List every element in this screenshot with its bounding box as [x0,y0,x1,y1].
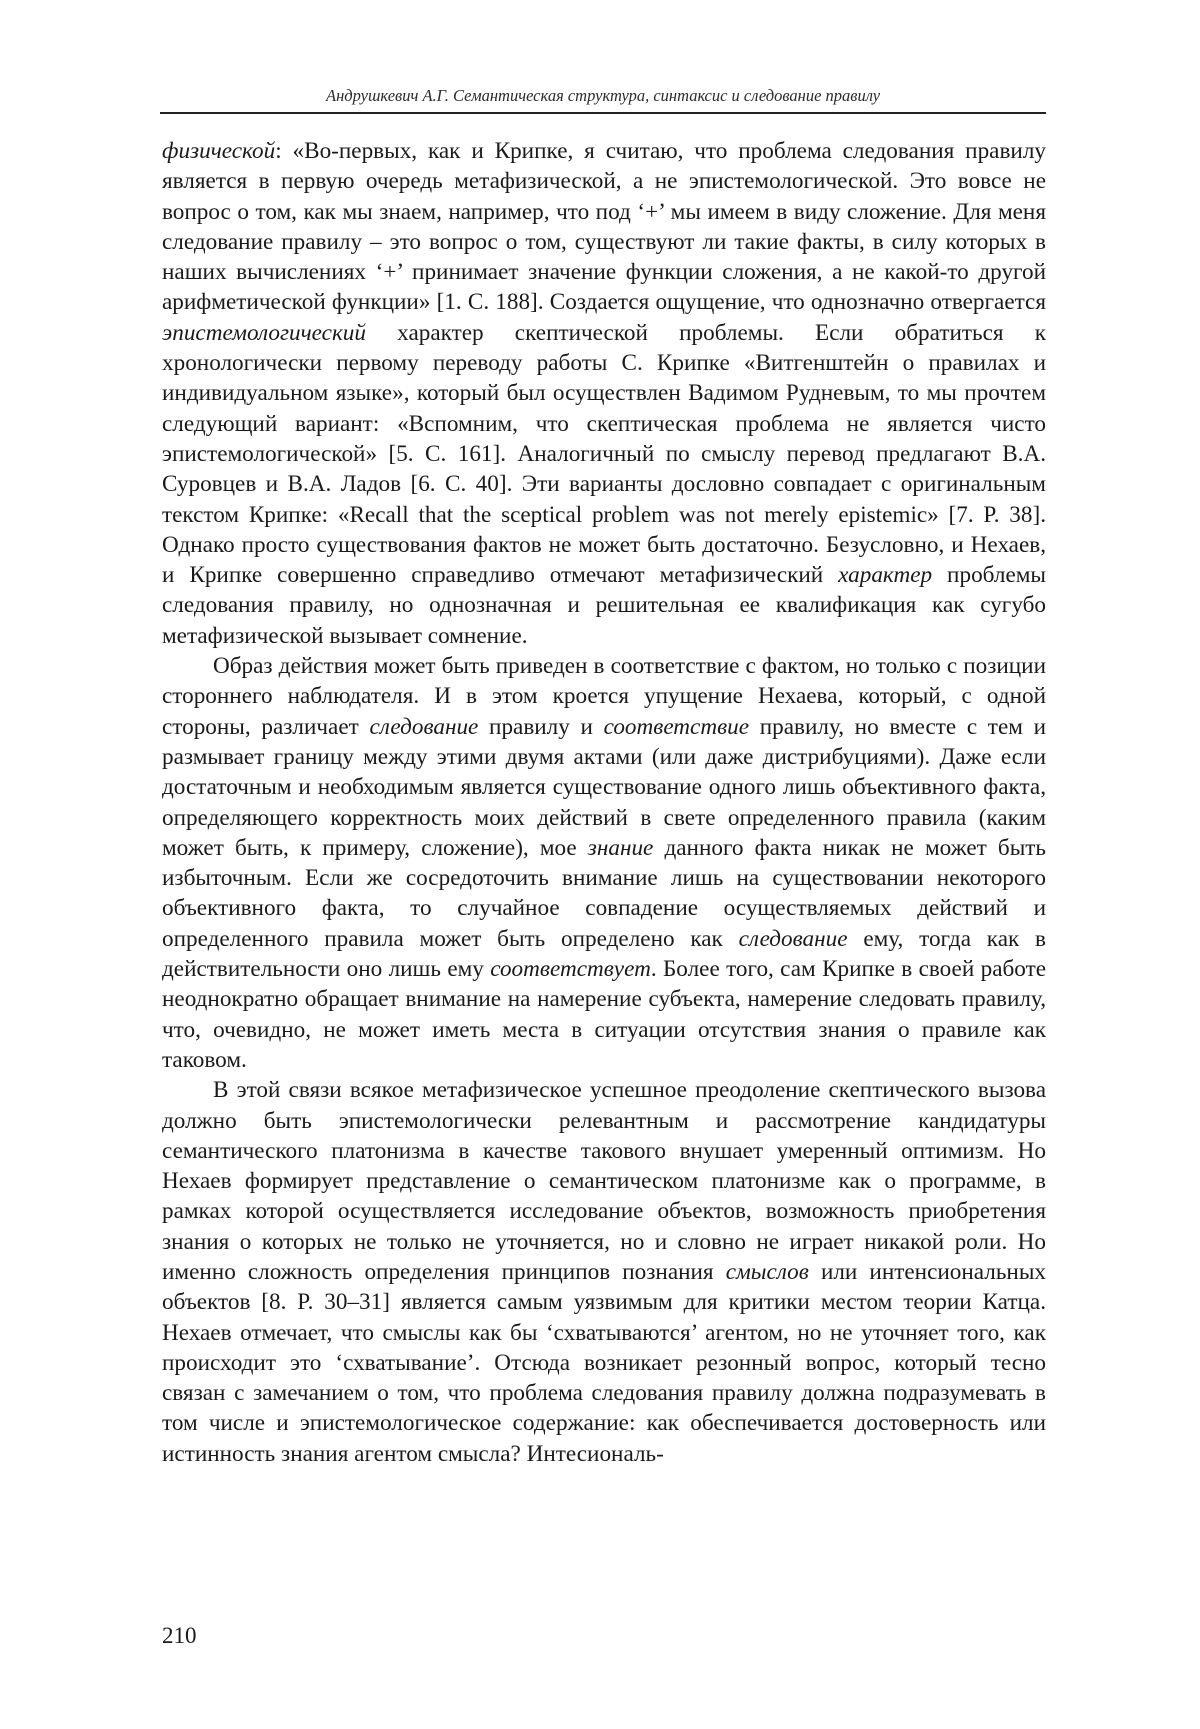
text-segment: : «Во-первых, как и Крипке, я считаю, что проблема следования правилу является в первую очередь метафизической, а не эпистемологической. Это вовсе не вопрос о том, как мы знаем, например, что под ‘+’ мы имеем в виду сложение. Для меня следование правилу – это вопрос о том, существуют ли такие факты, в силу которых в наших вычислениях ‘+’ принимает значение функции сложения, а не какой-то другой арифметической функции» [1. С. 188]. Создается ощущение, что однозначно отвергается [162,138,1046,316]
page-number: 210 [162,1623,197,1648]
text-segment: соответствует [490,956,651,983]
paragraph-2 [162,651,1046,1075]
running-header: Андрушкевич А.Г. Семантическая структура, синтаксис и следование правилу [325,86,881,105]
text-segment: . Более того, сам Крипке в своей работе неоднократно обращает внимание на намерение субъекта, намерение следовать правилу, что, очевидно, не может иметь места в ситуации отсутствия знания о правиле как таковом. [162,956,1046,1073]
text-segment: В этой связи всякое метафизическое успешное преодоление скептического вызова должно быть эпистемологически релевантным и рассмотрение кандидатуры семантического платонизма в качестве такового внушает умеренный оптимизм. Но Нехаев формирует представление о семантическом платонизме как о программе, в рамках которой осуществляется исследование объектов, возможность приобретения знания о которых не только не уточняется, но и словно не играет никакой роли. Но именно сложность определения принципов познания [162,1077,1046,1285]
text-segment: соответствие [603,713,750,740]
text-segment: правилу, но вместе с тем и размывает границу между этими двумя актами (или даже дистрибуциями). Даже если достаточным и необходимым является существование одного лишь объективного факта, определяющего корректность моих действий в свете определенного правила (каким может быть, к примеру, сложение), мое [162,713,1046,861]
text-segment: Образ действия может быть приведен в соответствие с фактом, но только с позиции стороннего наблюдателя. И в этом кроется упущение Нехаева, который, с одной стороны, различает [162,653,1046,740]
text-segment: физической [162,138,276,164]
text-segment: или интенсиональных объектов [8. P. 30–31] является самым уязвимым для критики местом теории Катца. Нехаев отмечает, что смыслы как бы ‘схватываются’ агентом, но не уточняет того, как происходит это ‘схватывание’. Отсюда возникает резонный вопрос, который тесно связан с замечанием о том, что проблема следования правилу должна подразумевать в том числе и эпистемологическое содержание: как обеспечивается достоверность или истинность знания агентом смысла? Интесиональ- [162,1258,1047,1467]
text-segment: смыслов [725,1258,809,1285]
body-text [162,136,1046,1469]
text-segment: характер [838,562,933,589]
paragraph-1 [162,136,1046,651]
text-segment: характер скептической проблемы. Если обратиться к хронологически первому переводу работы С. Крипке «Витгенштейн о правилах и индивидуальном языке», который был осуществлен Вадимом Рудневым, то мы прочтем следующий вариант: «Вспомним, что скептическая проблема не является чисто эпистемологической» [5. С. 161]. Аналогичный по смыслу перевод предлагают В.А. Суровцев и В.А. Ладов [6. С. 40]. Эти варианты дословно совпадает с оригинальным текстом Крипке: «Recall that the sceptical problem was not merely epistemic» [7. P. 38]. Однако просто существования фактов не может быть достаточно. Безусловно, и Нехаев, и Крипке совершенно справедливо отмечают метафизический [162,319,1046,589]
text-segment: эпистемологический [162,319,366,346]
text-segment: ему, тогда как в действительности оно лишь ему [162,925,1046,983]
text-segment: данного факта никак не может быть избыточным. Если же сосредоточить внимание лишь на существовании некоторого объективного факта, то случайное совпадение осуществляемых действий и определенного правила может быть определено как [162,834,1046,952]
text-segment: правилу и [478,713,604,740]
text-segment: знание [587,834,654,861]
paragraph-3 [162,1075,1046,1469]
header-divider [160,112,1046,114]
text-segment: проблемы следования правилу, но однозначная и решительная ее квалификация как сугубо метафизической вызывает сомнение. [162,562,1046,649]
text-segment: следование [738,925,848,952]
text-segment: следование [369,713,479,740]
